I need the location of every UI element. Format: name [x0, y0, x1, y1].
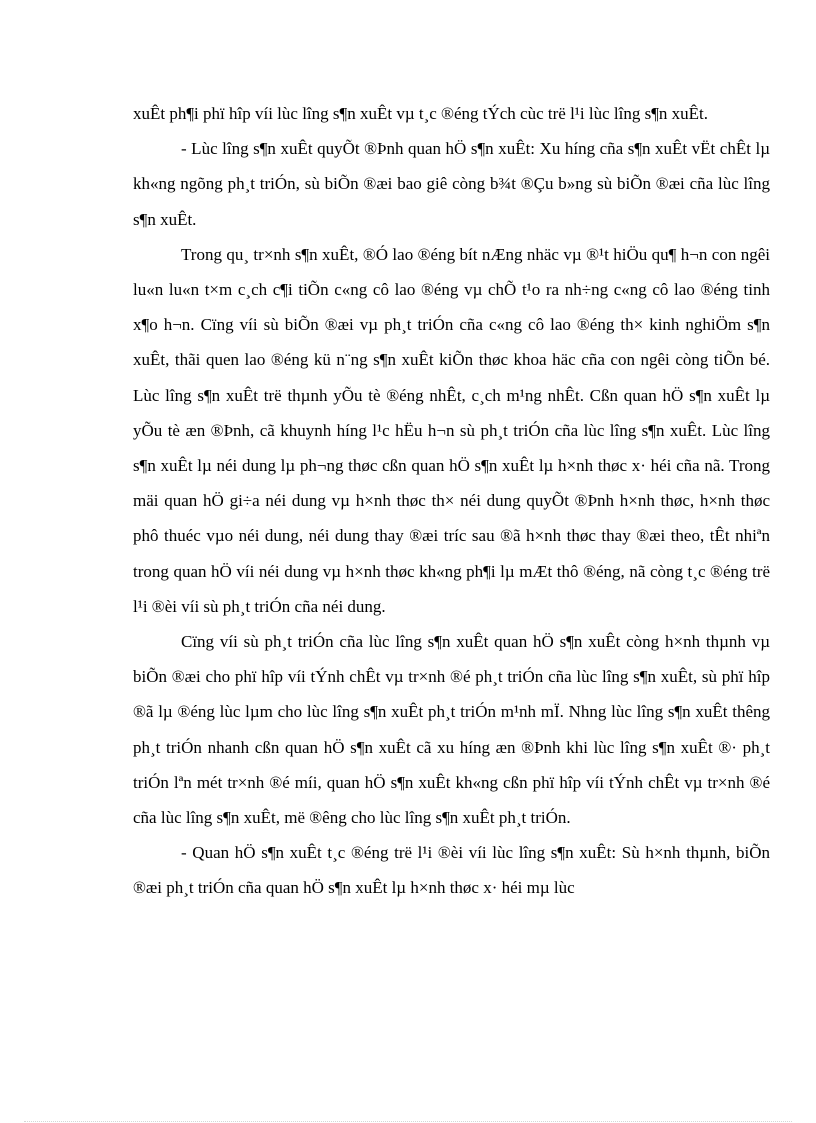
page-bottom-divider [24, 1121, 792, 1122]
paragraph-5: - Quan hÖ s¶n xuÊt t¸c ®éng trë l¹i ®èi víi lùc lîng s¶n xuÊt: Sù h×nh thµnh, biÕn ®æi ph¸t triÓn cña quan hÖ s¶n xuÊt lµ h×nh thøc x· héi mµ lùc [133, 843, 770, 898]
paragraph-3: Trong qu¸ tr×nh s¶n xuÊt, ®Ó lao ®éng bít nÆng nhäc vµ ®¹t hiÖu qu¶ h¬n con ngêi lu«n lu«n t×m c¸ch c¶i tiÕn c«ng cô lao ®éng vµ chÕ t¹o ra nh÷ng c«ng cô lao ®éng tinh x¶o h¬n. Cïng víi sù biÕn ®æi vµ ph¸t triÓn cña c«ng cô lao ®éng th× kinh nghiÖm s¶n xuÊt, thãi quen lao ®éng kü n¨ng s¶n xuÊt kiÕn thøc khoa häc cña con ngêi còng tiÕn bé. Lùc lîng s¶n xuÊt trë thµnh yÕu tè ®éng nhÊt, c¸ch m¹ng nhÊt. Cßn quan hÖ s¶n xuÊt lµ yÕu tè æn ®Þnh, cã khuynh híng l¹c hËu h¬n sù ph¸t triÓn cña lùc lîng s¶n xuÊt. Lùc lîng s¶n xuÊt lµ néi dung lµ ph¬ng thøc cßn quan hÖ s¶n xuÊt lµ h×nh thøc x· héi cña nã. Trong mäi quan hÖ gi÷a néi dung vµ h×nh thøc th× néi dung quyÕt ®Þnh h×nh thøc, h×nh thøc phô thuéc vµo néi dung, néi dung thay ®æi tríc sau ®ã h×nh thøc thay ®æi theo, tÊt nhiªn trong quan hÖ víi néi dung vµ h×nh thøc kh«ng ph¶i lµ mÆt thô ®éng, nã còng t¸c ®éng trë l¹i ®èi víi sù ph¸t triÓn cña néi dung. [133, 244, 770, 616]
paragraph-2: - Lùc lîng s¶n xuÊt quyÕt ®Þnh quan hÖ s¶n xuÊt: Xu híng cña s¶n xuÊt vËt chÊt lµ kh«ng ngõng ph¸t triÓn, sù biÕn ®æi bao giê còng b¾t ®Çu b»ng sù biÕn ®æi cña lùc lîng s¶n xuÊt. [133, 139, 770, 229]
paragraph-1: xuÊt ph¶i phï hîp víi lùc lîng s¶n xuÊt vµ t¸c ®éng tÝch cùc trë l¹i lùc lîng s¶n xuÊt. [133, 104, 709, 123]
paragraph-4: Cïng víi sù ph¸t triÓn cña lùc lîng s¶n xuÊt quan hÖ s¶n xuÊt còng h×nh thµnh vµ biÕn ®æi cho phï hîp víi tÝnh chÊt vµ tr×nh ®é ph¸t triÓn cña lùc lîng s¶n xuÊt, sù phï hîp ®ã lµ ®éng lùc lµm cho lùc lîng s¶n xuÊt ph¸t triÓn m¹nh mÏ. Nhng lùc lîng s¶n xuÊt thêng ph¸t triÓn nhanh cßn quan hÖ s¶n xuÊt cã xu híng æn ®Þnh khi lùc lîng s¶n xuÊt ®· ph¸t triÓn lªn mét tr×nh ®é míi, quan hÖ s¶n xuÊt kh«ng cßn phï hîp víi tÝnh chÊt vµ tr×nh ®é cña lùc lîng s¶n xuÊt, më ®êng cho lùc lîng s¶n xuÊt ph¸t triÓn. [133, 632, 770, 828]
document-body [133, 96, 770, 906]
